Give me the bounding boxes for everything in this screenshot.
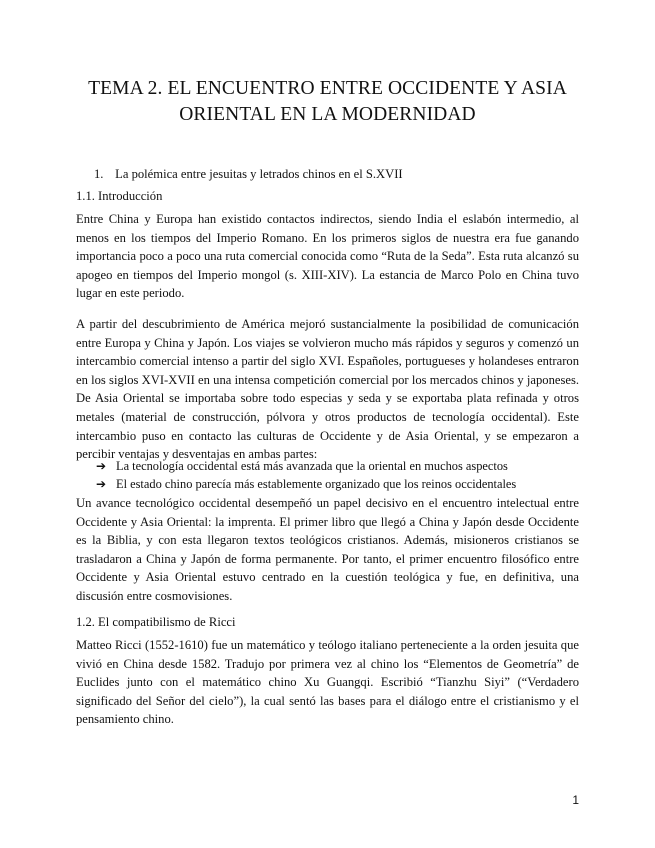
bullet-list <box>96 457 586 493</box>
bullet-text: El estado chino parecía más establemente organizado que los reinos occidentales <box>116 477 517 491</box>
subsection-heading-introduccion: 1.1. Introducción <box>76 189 163 203</box>
page-number: 1 <box>572 793 579 807</box>
title-line-2: ORIENTAL EN LA MODERNIDAD <box>179 104 476 125</box>
section-heading <box>94 166 403 182</box>
section-title: La polémica entre jesuitas y letrados chinos en el S.XVII <box>115 167 403 181</box>
paragraph-3: Un avance tecnológico occidental desempeñó un papel decisivo en el encuentro intelectual entre Occidente y Asia Oriental: la imprenta. El primer libro que llegó a China y Japón desde Occidente es la Biblia, y con esta llegaron textos teológicos cristianos. Además, misioneros cristianos se trasladaron a China y Japón de forma permanente. Por tanto, el primer encuentro filosófico entre Occidente y Asia Oriental estuvo centrado en la cuestión teológica y fue, en definitiva, una discusión entre cosmovisiones. <box>76 496 579 603</box>
subsection-heading-ricci: 1.2. El compatibilismo de Ricci <box>76 615 236 629</box>
paragraph-4: Matteo Ricci (1552-1610) fue un matemático y teólogo italiano perteneciente a la orden jesuita que vivió en China desde 1582. Tradujo por primera vez al chino los “Elementos de Geometría” de Euclides junto con el matemático chino Xu Guangqi. Escribió “Tianzhu Siyi” (“Verdadero significado del Señor del cielo”), la cual sentó las bases para el diálogo entre el cristianismo y el pensamiento chino. <box>76 638 579 727</box>
bullet-text: La tecnología occidental está más avanzada que la oriental en muchos aspectos <box>116 459 508 473</box>
paragraph-1: Entre China y Europa han existido contactos indirectos, siendo India el eslabón intermedio, al menos en los tiempos del Imperio Romano. En los primeros siglos de nuestra era fue ganando importancia poco a poco una ruta comercial conocida como “Ruta de la Seda”. Esta ruta alcanzó su apogeo en tiempos del Imperio mongol (s. XIII-XIV). La estancia de Marco Polo en China tuvo lugar en este periodo. <box>76 212 579 301</box>
title-line-1: TEMA 2. EL ENCUENTRO ENTRE OCCIDENTE Y ASIA <box>88 78 567 99</box>
section-number: 1. <box>94 167 104 181</box>
bullet-item <box>96 475 586 493</box>
bullet-item <box>96 457 586 475</box>
paragraph-2: A partir del descubrimiento de América mejoró sustancialmente la posibilidad de comunicación entre Europa y China y Japón. Los viajes se volvieron mucho más rápidos y seguros y comenzó un intercambio comercial intenso a partir del siglo XVI. Españoles, portugueses y holandeses entraron en los siglos XVI-XVII en una intensa competición comercial por los mercados chinos y japoneses. De Asia Oriental se importaba sobre todo especias y seda y se exportaba plata refinada y otros metales (material de construcción, pólvora y otros productos de tecnología occidental). Este intercambio puso en contacto las culturas de Occidente y de Asia Oriental, y se empezaron a percibir ventajas y desventajas en ambas partes: <box>76 317 579 462</box>
arrow-bullet-icon: ➔ <box>96 477 107 491</box>
arrow-bullet-icon: ➔ <box>96 459 107 473</box>
page-title <box>60 76 595 128</box>
